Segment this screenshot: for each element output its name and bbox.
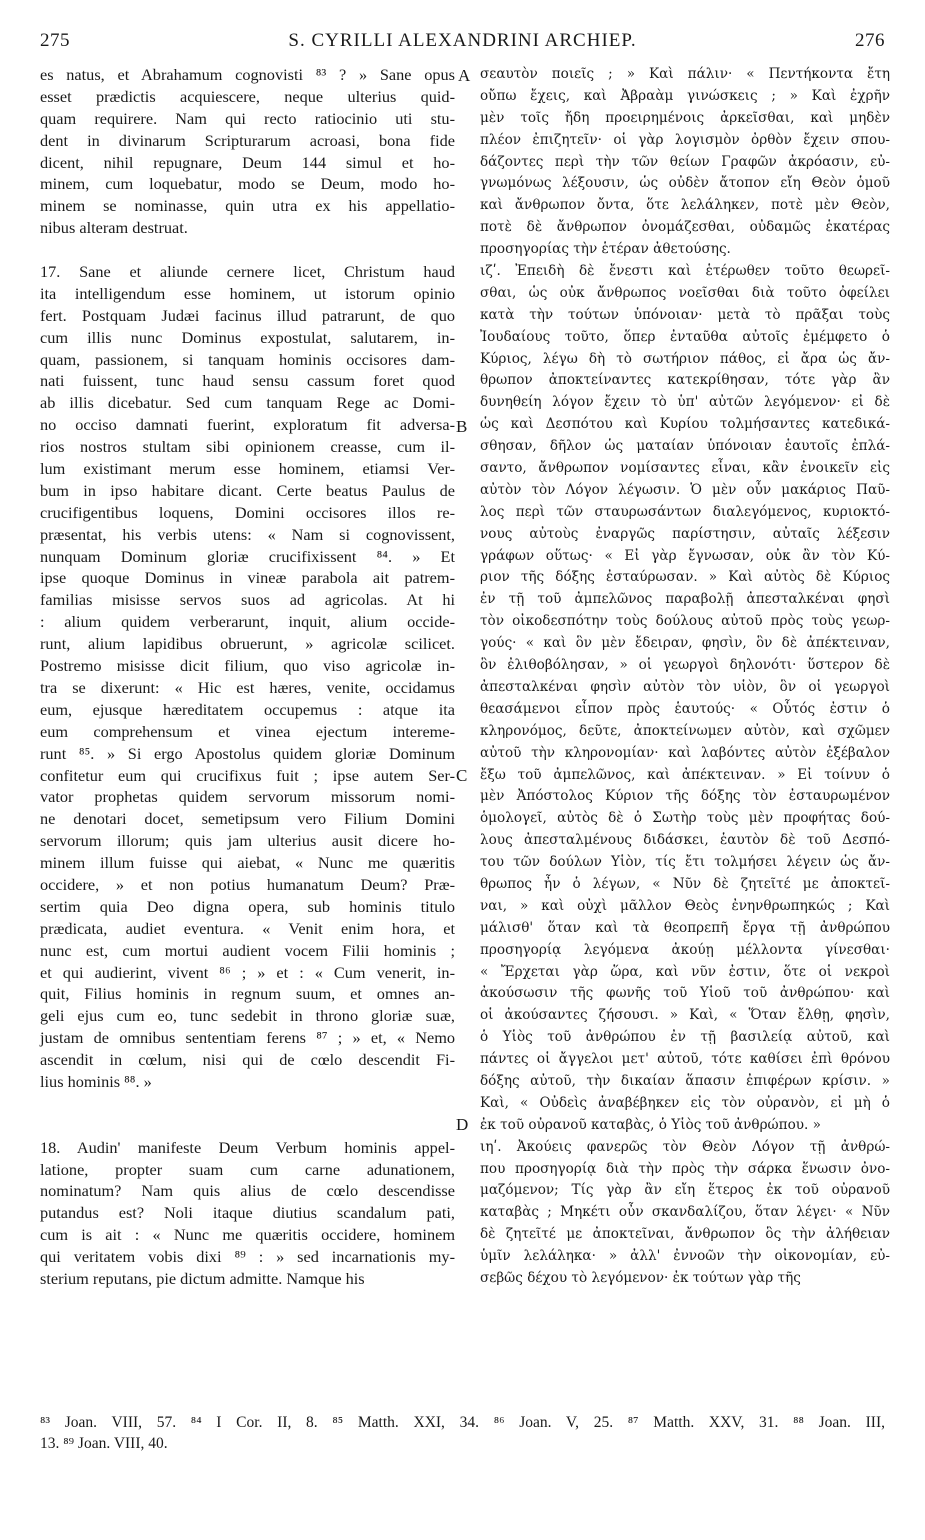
greek-text-line: θεασάμενοι εἶπον πρὸς ἑαυτούς· « Οὗτός ἐστιν ὁ [480, 700, 890, 717]
latin-text-line: sterium reputans, pie dictum admitte. Namque his [40, 1268, 365, 1288]
latin-text-line: putandus est? Noli itaque diutius scandalum pati, [40, 1203, 455, 1223]
latin-text-line: quam requirere. Nam qui recto ratiocinio uti stu- [40, 108, 455, 128]
page-number-right: 276 [855, 30, 885, 51]
footnote-line: 13. ⁸⁹ Joan. VIII, 40. [40, 1435, 168, 1452]
greek-text-line: μὲν τοῖς ἤδη προειρημένοις ἀρκεῖσθαι, καὶ μηδὲν [480, 109, 890, 126]
latin-text-line: ipse quoque Dominus in vineæ parabola ait patrem- [40, 568, 455, 588]
latin-text-line: nominatum? Nam quis alius de cœlo descendisse [40, 1181, 455, 1201]
latin-text-line: sertim quia Deo digna opera, sub hominis titulo [40, 896, 455, 916]
greek-text-line: σεαυτὸν ποιεῖς ; » Καὶ πάλιν· « Πεντήκοντα ἔτη [480, 66, 890, 82]
greek-text-line: προσηγορίας τὴν ἑτέραν ἀθετούσης. [480, 241, 731, 258]
latin-text-line: minem se nominasse, quin utra ex his appellatio- [40, 196, 455, 216]
latin-text-line: fert. Postquam Judæi facinus illud patrarunt, de quo [40, 305, 455, 325]
greek-text-line: ναι, » καὶ οὐχὶ μᾶλλον Θεὸς ἐνηνθρωπηκώς ; Καὶ [480, 897, 890, 914]
latin-text-line: confitetur eum qui crucifixus fuit ; ipse autem Ser- [40, 765, 455, 785]
latin-text-line [40, 1115, 455, 1137]
greek-text-line: τὸν οἰκοδεσπότην τοὺς δούλους αὐτοῦ πρὸς τοὺς γεωρ- [480, 613, 890, 630]
greek-text-line: ὁμολογεῖ, αὐτὸς δὲ ὁ Σωτὴρ τοὺς μὲν προφήτας δού- [480, 810, 890, 827]
greek-text-line: θρωπον ἀποκτείναντες κατεκρίθησαν, τότε γὰρ ἂν [480, 372, 890, 389]
greek-text-line: πάντες οἱ ἄγγελοι μετ' αὐτοῦ, τότε καθίσει ἐπὶ θρόνου [480, 1051, 890, 1068]
latin-text-line: bum in ipso habitare dicant. Certe beatus Paulus de [40, 480, 455, 500]
greek-text-line: αὐτοῦ τὴν κληρονομίαν· καὶ λαβόντες αὐτὸν ἐξέβαλον [480, 744, 890, 761]
greek-text-line: ἐκ τοῦ οὐρανοῦ καταβὰς, ὁ Υἱὸς τοῦ ἀνθρώπου. » [480, 1116, 821, 1133]
latin-text-line: nunquam Dominum gloriæ crucifixissent ⁸⁴. » Et [40, 546, 455, 566]
latin-text-line: nati fuissent, tunc haud sensu cassum foret quod [40, 371, 455, 391]
latin-column [40, 64, 455, 1290]
greek-text-line: ἀπεσταλκέναι φησὶν αὐτὸν τὸν υἱὸν, ὃν οἱ γεωργοὶ [480, 678, 890, 695]
latin-text-line: prædicata, audiet eventura. « Venit enim hora, et [40, 918, 455, 938]
latin-text-line: 17. Sane et aliunde cernere licet, Christum haud [40, 262, 455, 282]
latin-text-line: quit, Filius hominis in regnum suum, et omnes an- [40, 984, 455, 1004]
latin-text-line: 18. Audin' manifeste Deum Verbum hominis appel- [40, 1137, 455, 1157]
latin-text-line: ab illis dicebatur. Sed cum tanquam Rege ac Domi- [40, 393, 455, 413]
greek-text-line: ὁ Υἱὸς τοῦ ἀνθρώπου ἐν τῇ βασιλείᾳ αὐτοῦ, καὶ [480, 1029, 890, 1046]
greek-text-line: ὡς καὶ Δεσπότου καὶ Κυρίου τολμήσαντες κατεδικά- [480, 416, 890, 433]
latin-text-line: justam de omnibus sententiam ferens ⁸⁷ ; » et, « Nemo [40, 1028, 455, 1048]
greek-text-line: δὲ ζητεῖτέ με ἀποκτεῖναι, ἄνθρωπον ὃς τὴν ἀλήθειαν [480, 1226, 890, 1243]
margin-letter-d: D [456, 1115, 469, 1134]
latin-text-line: ita intelligendum esse hominem, ut istorum opinio [40, 283, 455, 303]
greek-text-line: μάλισθ' ὅταν καὶ τὰ θεοπρεπῆ ἔργα τῇ ἀνθρώπου [480, 919, 890, 936]
greek-text-line: λος περὶ τῶν σταυρωσάντων διαλεγόμενος, κυριοκτό- [480, 503, 890, 520]
greek-text-line: νους αὐτοὺς ἐναργῶς παρίστησιν, αὐταῖς λέξεσιν [480, 525, 890, 542]
greek-text-line: αὐτὸν τὸν Λόγον λέγωσιν. Ὁ μὲν οὖν μακάριος Παῦ- [480, 481, 890, 498]
latin-text-line: lius hominis ⁸⁸. » [40, 1071, 152, 1091]
latin-text-line: crucifigentibus loquens, Domini occisores illos re- [40, 502, 455, 522]
latin-text-line: quam, passionem, si tanquam hominis occisores dam- [40, 349, 455, 369]
greek-text-line: « Ἔρχεται γὰρ ὥρα, καὶ νῦν ἐστιν, ὅτε οἱ νεκροὶ [480, 963, 890, 980]
latin-text-line: eum, ejusque hæreditatem occupemus : atque ita [40, 699, 455, 719]
greek-text-line: ὃν ἐλιθοβόλησαν, » οἱ γεωργοὶ δηλονότι· ὕστερον δὲ [480, 657, 890, 674]
greek-text-line: ὑμῖν λελάληκα· » ἀλλ' ἐννοῶν τὴν οἰκονομίαν, εὐ- [480, 1248, 890, 1265]
greek-text-line: γούς· « καὶ ὃν μὲν ἔδειραν, φησὶν, ὃν δὲ ἀπέκτειναν, [480, 635, 890, 652]
greek-text-line: καταβὰς ; Μηκέτι οὖν σκανδαλίζου, ὅταν λέγει· « Νῦν [480, 1204, 890, 1221]
latin-text-line: : alium quidem verberarunt, inquit, alium occide- [40, 612, 455, 632]
latin-text-line: occidere, » et non potius humanatum Deum? Præ- [40, 874, 455, 894]
footnote-line: ⁸³ Joan. VIII, 57. ⁸⁴ I Cor. II, 8. ⁸⁵ Matth. XXI, 34. ⁸⁶ Joan. V, 25. ⁸⁷ Matth. XXV, 31. ⁸⁸ Joan. III, [40, 1414, 885, 1431]
latin-text-line: cum illis nunc Dominus expostulat, salutarem, in- [40, 327, 455, 347]
greek-text-line: προσηγορίᾳ λεγόμενα ἀκούῃ μέλλοντα γίνεσθαι· [480, 941, 890, 958]
latin-text-line: ne denotari docet, semetipsum vero Filium Domini [40, 809, 455, 829]
greek-text-line: ριον τῆς δόξης ἐσταύρωσαν. » Καὶ αὐτὸς δὲ Κύριος [480, 569, 890, 586]
latin-text-line: et qui audierint, vivent ⁸⁶ ; » et : « Cum venerit, in- [40, 962, 455, 982]
latin-text-line: geli ejus cum eo, tunc sedebit in throno gloriæ suæ, [40, 1006, 455, 1026]
latin-text-line: runt ⁸⁵. » Si ergo Apostolus quidem gloriæ Dominum [40, 743, 455, 763]
greek-text-line: οἱ ἀκούσαντες ζήσουσι. » Καὶ, « Ὅταν ἔλθῃ, φησὶν, [480, 1007, 890, 1024]
greek-text-line: μαζόμενον; Τίς γὰρ ἂν εἴη ἕτερος ἐκ τοῦ οὐρανοῦ [480, 1182, 890, 1199]
latin-text-line: cum is ait : « Nunc me quæritis occidere, hominem [40, 1225, 455, 1245]
greek-text-line: ἐν τῇ τοῦ ἀμπελῶνος παραβολῇ ἀπεσταλκέναι φησὶ [480, 591, 890, 608]
greek-text-line: ἀκούσωσιν τῆς φωνῆς τοῦ Υἱοῦ τοῦ ἀνθρώπου· καὶ [480, 985, 890, 1002]
greek-text-line: σθησαν, δῆλον ὡς ματαίαν ὑπόνοιαν ἑαυτοῖς ἐπλά- [480, 438, 890, 455]
latin-text-line: servorum illorum; quis jam ulterius ausit dicere ho- [40, 831, 455, 851]
latin-text-line: dent in divinarum Scripturarum acroasi, bona fide [40, 130, 455, 150]
greek-text-line: πλέον ἐπιζητεῖν· οἱ γὰρ λογισμὸν ὀρθὸν ἔχειν σπου- [480, 131, 890, 148]
margin-letter-b: B [456, 417, 468, 436]
latin-text-line: es natus, et Abrahamum cognovisti ⁸³ ? » Sane opus [40, 65, 455, 84]
margin-letter-c: C [456, 766, 468, 785]
greek-column [480, 64, 890, 1290]
latin-text-line: ascendit in cœlum, nisi qui de cœlo descendit Fi- [40, 1050, 455, 1070]
greek-text-line: Κύριος, λέγω δὴ τὸ σωτήριον πάθος, εἰ ἄρα ὡς ἄν- [480, 350, 890, 367]
greek-text-line: οὔπω ἔχεις, καὶ Ἀβραὰμ γινώσκεις ; » Καὶ ἐχρῆν [480, 87, 890, 104]
page-header [40, 30, 885, 60]
latin-text-line: minem illum fuisse qui aiebat, « Nunc me quæritis [40, 853, 455, 873]
greek-text-line: γνωμόνως λέξουσιν, ὡς οὐδὲν ἄτοπον εἴη Θεὸν ὁμοῦ [480, 175, 890, 192]
running-title: S. CYRILLI ALEXANDRINI ARCHIEP. [288, 30, 637, 51]
footnotes [40, 1412, 885, 1454]
latin-text-line: qui veritatem vobis dixi ⁸⁹ : » sed incarnationis my- [40, 1247, 455, 1267]
greek-text-line: που προσηγορίᾳ διὰ τὴν πρὸς τὴν σάρκα ἕνωσιν ὀνο- [480, 1160, 890, 1177]
greek-text-line: Καὶ, « Οὐδεὶς ἀναβέβηκεν εἰς τὸν οὐρανὸν, εἰ μὴ ὁ [480, 1094, 890, 1111]
latin-text-line: tra se dixerunt: « Hic est hæres, venite, occidamus [40, 677, 455, 697]
latin-text-line: familias misisse servos suos ad agricolas. At hi [40, 590, 455, 610]
greek-text-line: κατὰ τὴν τούτων ὑπόνοιαν· μετὰ τὸ πρᾶξαι τοὺς [480, 306, 890, 323]
greek-text-line: κληρονόμος, δεῦτε, ἀποκτείνωμεν αὐτὸν, καὶ σχῶμεν [480, 722, 890, 739]
latin-text-line: esset prædictis acquiescere, neque ulterius quid- [40, 86, 455, 106]
latin-text-line: nunc est, cum mortui audient vocem Filii hominis ; [40, 940, 455, 960]
latin-text-line: runt, alium lapidibus obruerunt, » agricolæ scilicet. [40, 634, 455, 654]
greek-text-line: ιζʹ. Ἐπειδὴ δὲ ἔνεστι καὶ ἑτέρωθεν τοῦτο θεωρεῖ- [480, 263, 890, 280]
greek-text-line: ιηʹ. Ἀκούεις φανερῶς τὸν Θεὸν Λόγον τῇ ἀνθρώ- [480, 1138, 890, 1155]
latin-text-line: rios nostros stultam sibi opinionem creasse, cum il- [40, 437, 455, 457]
latin-text-line: no occiso damnati fuerint, exploratum fit adversa- [40, 415, 455, 435]
latin-text-line: præsentat, his verbis utens: « Nam si cognovissent, [40, 524, 455, 544]
latin-text-line: eum comprehensum et vinea ejectum intereme- [40, 721, 455, 741]
page-number-left: 275 [40, 30, 70, 51]
greek-text-line: του τῶν δούλων Υἱὸν, τίς ἔτι τολμήσει λέγειν ὡς ἄν- [480, 854, 890, 871]
greek-text-line: γράφων οὕτως· « Εἰ γὰρ ἔγνωσαν, οὐκ ἂν τὸν Κύ- [480, 547, 890, 564]
latin-text-line: lum existimant merum esse hominem, etiamsi Ver- [40, 459, 455, 479]
greek-text-line: Ἰουδαίους τοῦτο, ὅπερ ἐνταῦθα αὐτοῖς ἐμέμφετο ὁ [480, 328, 890, 345]
latin-text-line [40, 239, 455, 261]
greek-text-line: σαντο, ἄνθρωπον νομίσαντες εἶναι, κἂν ἐνοικεῖν εἰς [480, 460, 890, 477]
greek-text-line: μὲν Ἀπόστολος Κύριον τῆς δόξης τὸν ἐσταυρωμένον [480, 788, 890, 805]
greek-text-line: καὶ ἄνθρωπον ὄντα, ὅτε λελάληκεν, ποτὲ μὲν Θεὸν, [480, 197, 890, 214]
latin-text-line: nibus alteram destruat. [40, 218, 188, 238]
greek-text-line: δυνηθείη λόγον ἔχειν τὸ ὑπ' αὐτῶν λεγόμενον· εἰ δὲ [480, 394, 890, 411]
margin-letter-a: A [458, 66, 471, 85]
greek-text-line: θρωπος ἦν ὁ λέγων, « Νῦν δὲ ζητεῖτέ με ἀποκτεῖ- [480, 875, 890, 892]
greek-text-line: σεβῶς δέχου τὸ λεγόμενον· ἐκ τούτων γὰρ τῆς [480, 1269, 801, 1286]
latin-text-line: vator prophetas quidem servorum missorum nomi- [40, 787, 455, 807]
latin-text-line: latione, propter suam cum carne adunationem, [40, 1159, 455, 1179]
greek-text-line: ποτὲ δὲ ἄνθρωπον ὀνομάζεσθαι, οὐδαμῶς ἑκατέρας [480, 219, 890, 236]
greek-text-line: δόξης αὐτοῦ, τὴν δικαίαν ἅπασιν ἐπιφέρων κρίσιν. » [480, 1072, 890, 1089]
latin-text-line [40, 1093, 455, 1115]
latin-text-line: minem, cum loquebatur, modo se Deum, modo ho- [40, 174, 455, 194]
greek-text-line: δάζοντες περὶ τὴν τῶν θείων Γραφῶν ἀκρόασιν, εὐ- [480, 153, 890, 170]
latin-text-line: dicent, nihil repugnare, Deum 144 simul et ho- [40, 152, 455, 172]
latin-text-line: Postremo misisse dicit filium, quo viso agricolæ in- [40, 656, 455, 676]
greek-text-line: σθαι, ὡς οὐκ ἄνθρωπος νοεῖσθαι διὰ τοῦτο ὀφείλει [480, 284, 890, 301]
greek-text-line: ἔξω τοῦ ἀμπελῶνος, καὶ ἀπέκτειναν. » Εἰ τοίνυν ὁ [480, 766, 890, 783]
greek-text-line: λους ἀπεσταλμένους διδάσκει, ἑαυτὸν δὲ τοῦ Δεσπό- [480, 832, 890, 849]
